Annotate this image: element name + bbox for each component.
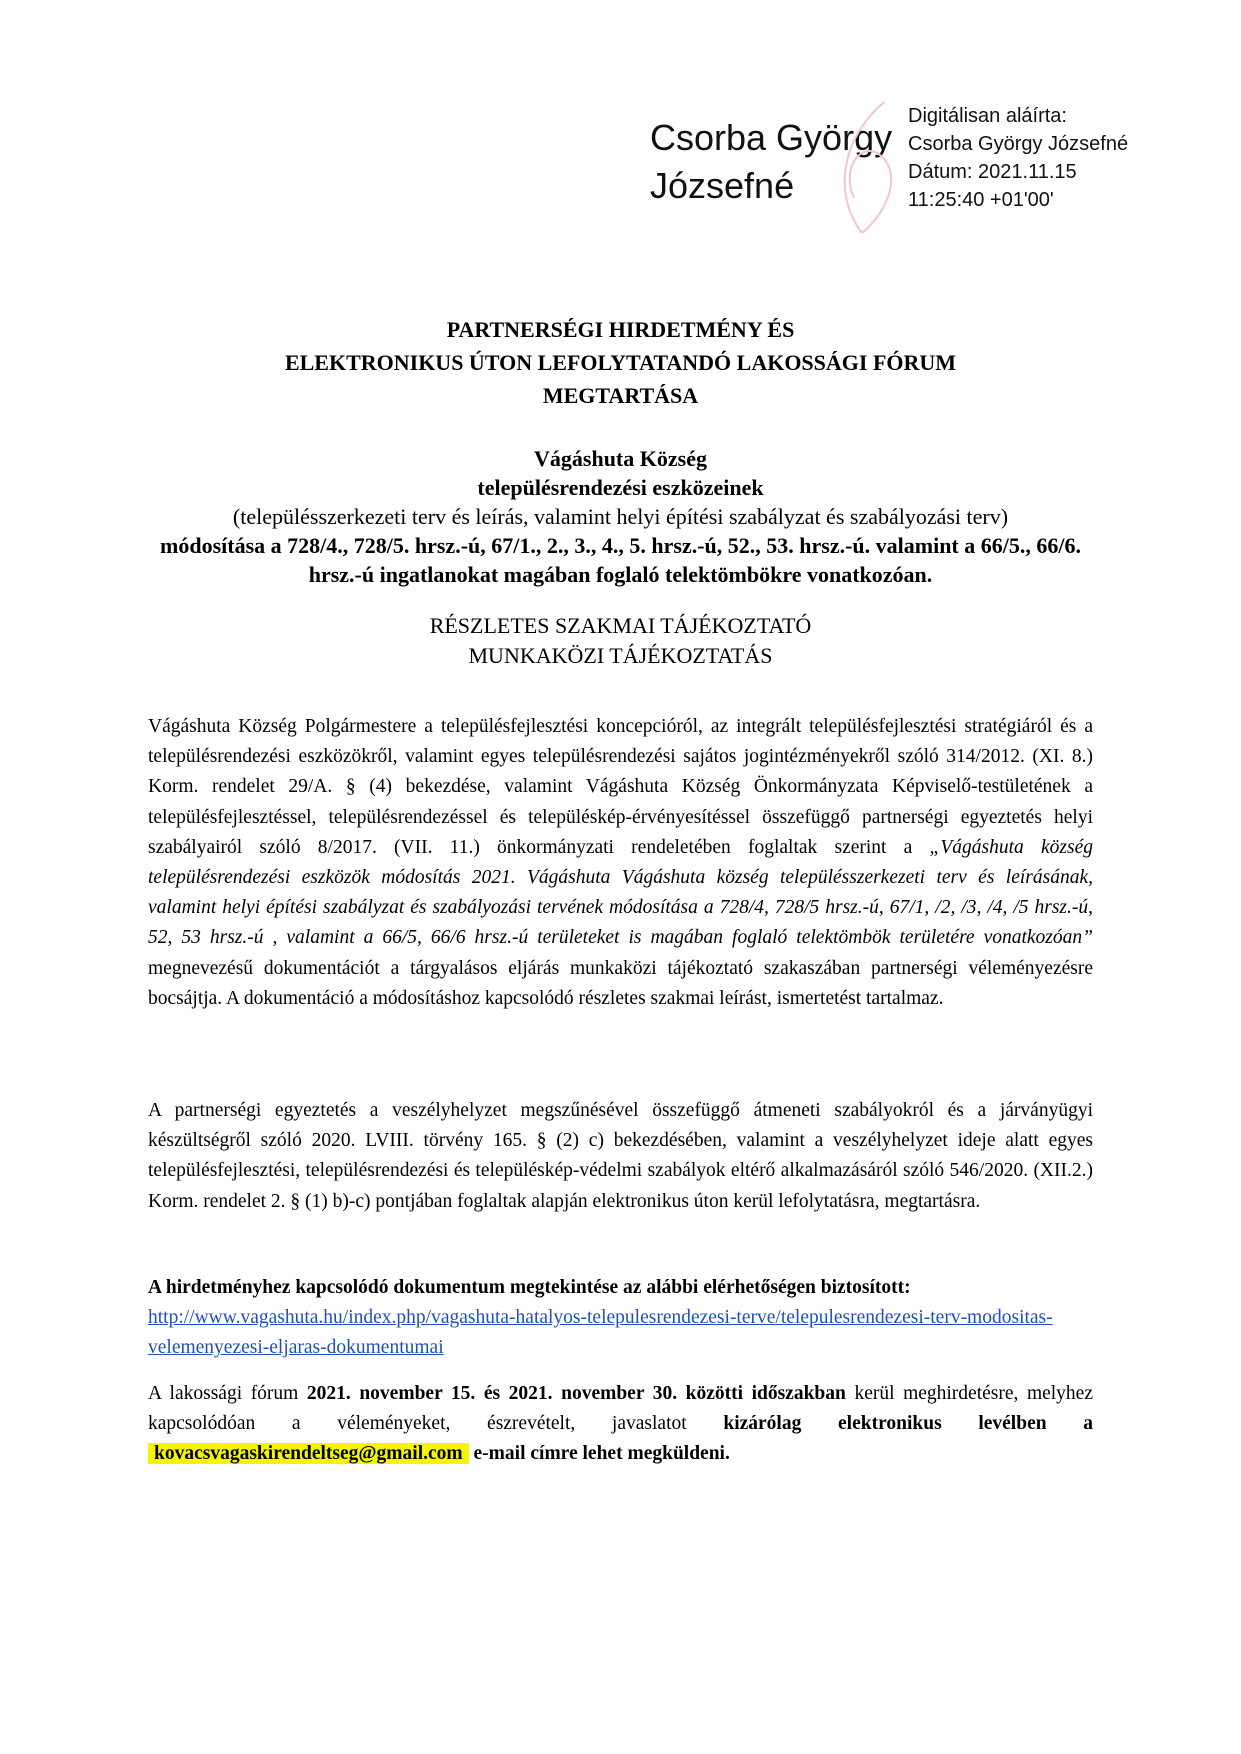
signature-swirl-icon bbox=[822, 98, 922, 238]
signer-name: Csorba György Józsefné bbox=[650, 117, 893, 206]
email-address[interactable]: kovacsvagaskirendeltseg@gmail.com bbox=[148, 1443, 469, 1464]
document-link[interactable]: http://www.vagashuta.hu/index.php/vagashuta-hatalyos-telepulesrendezesi-terve/telepulesrendezesi-terv-modositas-velemenyezesi-eljaras-dokumentumai bbox=[148, 1307, 1053, 1359]
signature-details: Digitálisan aláírta: Csorba György Józsefné Dátum: 2021.11.15 11:25:40 +01'00' bbox=[908, 105, 1129, 211]
info-heading: RÉSZLETES SZAKMAI TÁJÉKOZTATÓ MUNKAKÖZI TÁJÉKOZTATÁS bbox=[429, 613, 812, 668]
subject-block: Vágáshuta Község településrendezési eszközeinek (településszerkezeti terv és leírás, valamint helyi építési szabályzat és szabályozási terv) módosítása a 728/4., 728/5. hrsz.-ú, 67/1., 2., 3., 4., 5. hrsz.-ú, 52., 53. hrsz.-ú. valamint a 66/5., 66/6. hrsz.-ú ingatlanokat magában foglaló telektömbökre vonatkozóan. bbox=[160, 446, 1081, 587]
paragraph-document-access: A hirdetményhez kapcsolódó dokumentum megtekintése az alábbi elérhetőségen biztosított: http://www.vagashuta.hu/index.php/vagashuta-hatalyos-telepulesrendezesi-terve/telepulesrendezesi-terv-modositas-velemenyezesi-eljaras-dokumentumai bbox=[148, 1277, 1053, 1359]
document-name: „Vágáshuta község településrendezési eszközök módosítás 2021. Vágáshuta Vágáshuta község településszerkezeti terv és leírásának, valamint helyi építési szabályzat és szabályozási tervének módosítása a 728/4, 728/5 hrsz.-ú, 67/1, /2, /3, /4, /5 hrsz.-ú, 52, 53 hrsz.-ú , valamint a 66/5, 66/6 hrsz.-ú területeket is magában foglaló telektömbök területére vonatkozóan” bbox=[148, 836, 1094, 949]
paragraph-legal-basis: A partnerségi egyeztetés a veszélyhelyzet megszűnésével összefüggő átmeneti szabályokról és a járványügyi készültségről szóló 2020. LVIII. törvény 165. § (2) c) bekezdésében, valamint a veszélyhelyzet ideje alatt egyes településfejlesztési, településrendezési és településkép-védelmi szabályok eltérő alkalmazásáról szóló 546/2020. (XII.2.) Korm. rendelet 2. § (1) b)-c) pontjában foglaltak alapján elektronikus úton kerül lefolytatásra, megtartásra. bbox=[148, 1100, 1093, 1212]
document-title: PARTNERSÉGI HIRDETMÉNY ÉS ELEKTRONIKUS ÚTON LEFOLYTATANDÓ LAKOSSÁGI FÓRUM MEGTARTÁSA bbox=[284, 317, 957, 408]
paragraph-forum-details: A lakossági fórum 2021. november 15. és 2021. november 30. közötti időszakban kerül meghirdetésre, melyhez kapcsolódóan a véleményeket, észrevételt, javaslatot kizárólag elektronikus levélben a kovacsvagaskirendeltseg@gmail.com e-mail címre lehet megküldeni. bbox=[148, 1383, 1093, 1465]
digital-signature-block bbox=[650, 98, 1210, 238]
paragraph-announcement: Vágáshuta Község Polgármestere a településfejlesztési koncepcióról, az integrált településfejlesztési stratégiáról és a településrendezési eszközökről, valamint egyes településrendezési sajátos jogintézményekről szóló 314/2012. (XI. 8.) Korm. rendelet 29/A. § (4) bekezdése, valamint Vágáshuta Község Önkormányzata Képviselő-testületének a településfejlesztéssel, településrendezéssel és településkép-érvényesítéssel összefüggő partnerségi egyeztetés helyi szabályairól szóló 8/2017. (VII. 11.) önkormányzati rendeletében foglaltak szerint a „Vágáshuta község településrendezési eszközök módosítás 2021. Vágáshuta Vágáshuta község településszerkezeti terv és leírásának, valamint helyi építési szabályzat és szabályozási tervének módosítása a 728/4, 728/5 hrsz.-ú, 67/1, /2, /3, /4, /5 hrsz.-ú, 52, 53 hrsz.-ú , valamint a 66/5, 66/6 hrsz.-ú területeket is magában foglaló telektömbök területére vonatkozóan” megnevezésű dokumentációt a tárgyalásos eljárás munkaközi tájékoztató szakaszában partnerségi véleményezésre bocsájtja. A dokumentáció a módosításhoz kapcsolódó részletes szakmai leírást, ismertetést tartalmaz. bbox=[148, 716, 1094, 1009]
